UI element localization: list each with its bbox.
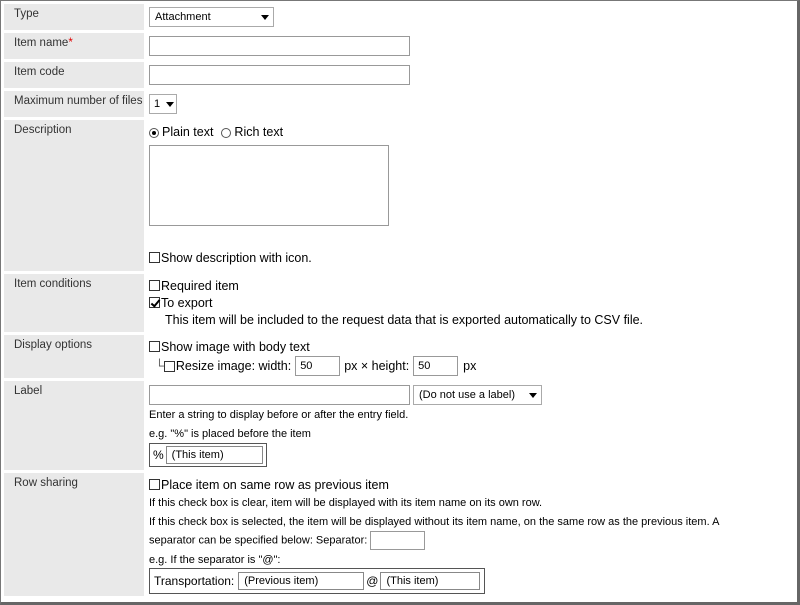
separator-example-previous: (Previous item) <box>238 572 364 590</box>
chevron-down-icon <box>166 102 174 107</box>
selected-note-block <box>149 514 768 550</box>
to-export-option <box>149 295 798 312</box>
max-files-value: 1 <box>154 98 161 110</box>
max-files-select[interactable] <box>149 94 177 114</box>
item-conditions-label: Item conditions <box>4 274 144 332</box>
label-input[interactable] <box>149 385 410 405</box>
item-name-label-text: Item name <box>14 37 69 49</box>
form-table <box>4 1 798 599</box>
label-position-value: (Do not use a label) <box>419 389 515 401</box>
item-name-row <box>4 33 798 59</box>
label-hint: Enter a string to display before or after the entry field. <box>149 409 409 421</box>
export-note: This item will be included to the request data that is exported automatically to CSV file. <box>165 313 644 327</box>
resize-image-option <box>149 356 798 376</box>
label-example-box <box>149 443 267 467</box>
clear-note: If this check box is clear, item will be displayed with its item name on its own row. <box>149 497 543 509</box>
type-label: Type <box>4 4 144 30</box>
resize-image-label[interactable]: Resize image: width: <box>175 358 292 373</box>
description-textarea[interactable] <box>149 145 389 226</box>
item-code-label: Item code <box>4 62 144 88</box>
label-example-caption: e.g. "%" is placed before the item <box>149 428 311 440</box>
rich-text-radio[interactable] <box>221 128 231 138</box>
label-label: Label <box>4 381 144 470</box>
rich-text-label[interactable]: Rich text <box>234 125 284 139</box>
display-options-label: Display options <box>4 335 144 378</box>
description-row <box>4 120 798 271</box>
separator-example-caption: e.g. If the separator is "@": <box>149 554 281 566</box>
item-conditions-row <box>4 274 798 332</box>
separator-example-this: (This item) <box>380 572 480 590</box>
item-name-input[interactable] <box>149 36 410 56</box>
separator-example-symbol: @ <box>366 574 379 588</box>
selected-note: If this check box is selected, the item will be displayed without its item name, on the same row as the previous item. A separator can be specified below: Separator: <box>149 516 719 547</box>
display-options-row <box>4 335 798 378</box>
to-export-checkbox[interactable] <box>149 297 160 308</box>
separator-example-name: Transportation: <box>154 574 235 588</box>
required-item-label[interactable]: Required item <box>161 279 239 293</box>
same-row-option <box>149 477 768 494</box>
resize-height-input[interactable] <box>413 356 458 376</box>
plain-text-radio[interactable] <box>149 128 159 138</box>
tree-branch: └ <box>155 358 164 373</box>
label-example-item: (This item) <box>166 446 263 464</box>
required-item-option <box>149 278 798 295</box>
max-files-label: Maximum number of files <box>4 91 144 117</box>
item-name-label <box>4 33 144 59</box>
px-label: px <box>463 358 477 373</box>
type-select[interactable] <box>149 7 274 27</box>
max-files-row <box>4 91 798 117</box>
to-export-label[interactable]: To export <box>161 296 213 310</box>
show-image-option <box>149 339 798 356</box>
item-code-input[interactable] <box>149 65 410 85</box>
plain-text-label[interactable]: Plain text <box>162 125 214 139</box>
show-image-label[interactable]: Show image with body text <box>161 340 310 354</box>
show-with-icon-checkbox[interactable] <box>149 252 160 263</box>
description-format-options <box>149 124 798 141</box>
label-position-select[interactable] <box>413 385 542 405</box>
row-sharing-row <box>4 473 798 596</box>
separator-example-box <box>149 568 485 594</box>
label-example-prefix: % <box>153 448 164 462</box>
show-with-icon-option <box>149 250 798 267</box>
item-code-row <box>4 62 798 88</box>
same-row-checkbox[interactable] <box>149 479 160 490</box>
resize-width-input[interactable] <box>295 356 340 376</box>
type-select-value: Attachment <box>155 11 211 23</box>
row-sharing-label: Row sharing <box>4 473 144 596</box>
show-image-checkbox[interactable] <box>149 341 160 352</box>
description-label: Description <box>4 120 144 271</box>
required-mark: * <box>68 37 73 49</box>
resize-image-checkbox[interactable] <box>164 361 175 372</box>
px-x-height-label: px × height: <box>344 358 410 373</box>
chevron-down-icon <box>529 393 537 398</box>
type-row <box>4 4 798 30</box>
chevron-down-icon <box>261 15 269 20</box>
same-row-label[interactable]: Place item on same row as previous item <box>161 478 389 492</box>
required-item-checkbox[interactable] <box>149 280 160 291</box>
show-with-icon-label[interactable]: Show description with icon. <box>161 251 312 265</box>
label-row <box>4 381 798 470</box>
separator-input[interactable] <box>370 531 425 550</box>
label-inputs <box>149 385 798 405</box>
